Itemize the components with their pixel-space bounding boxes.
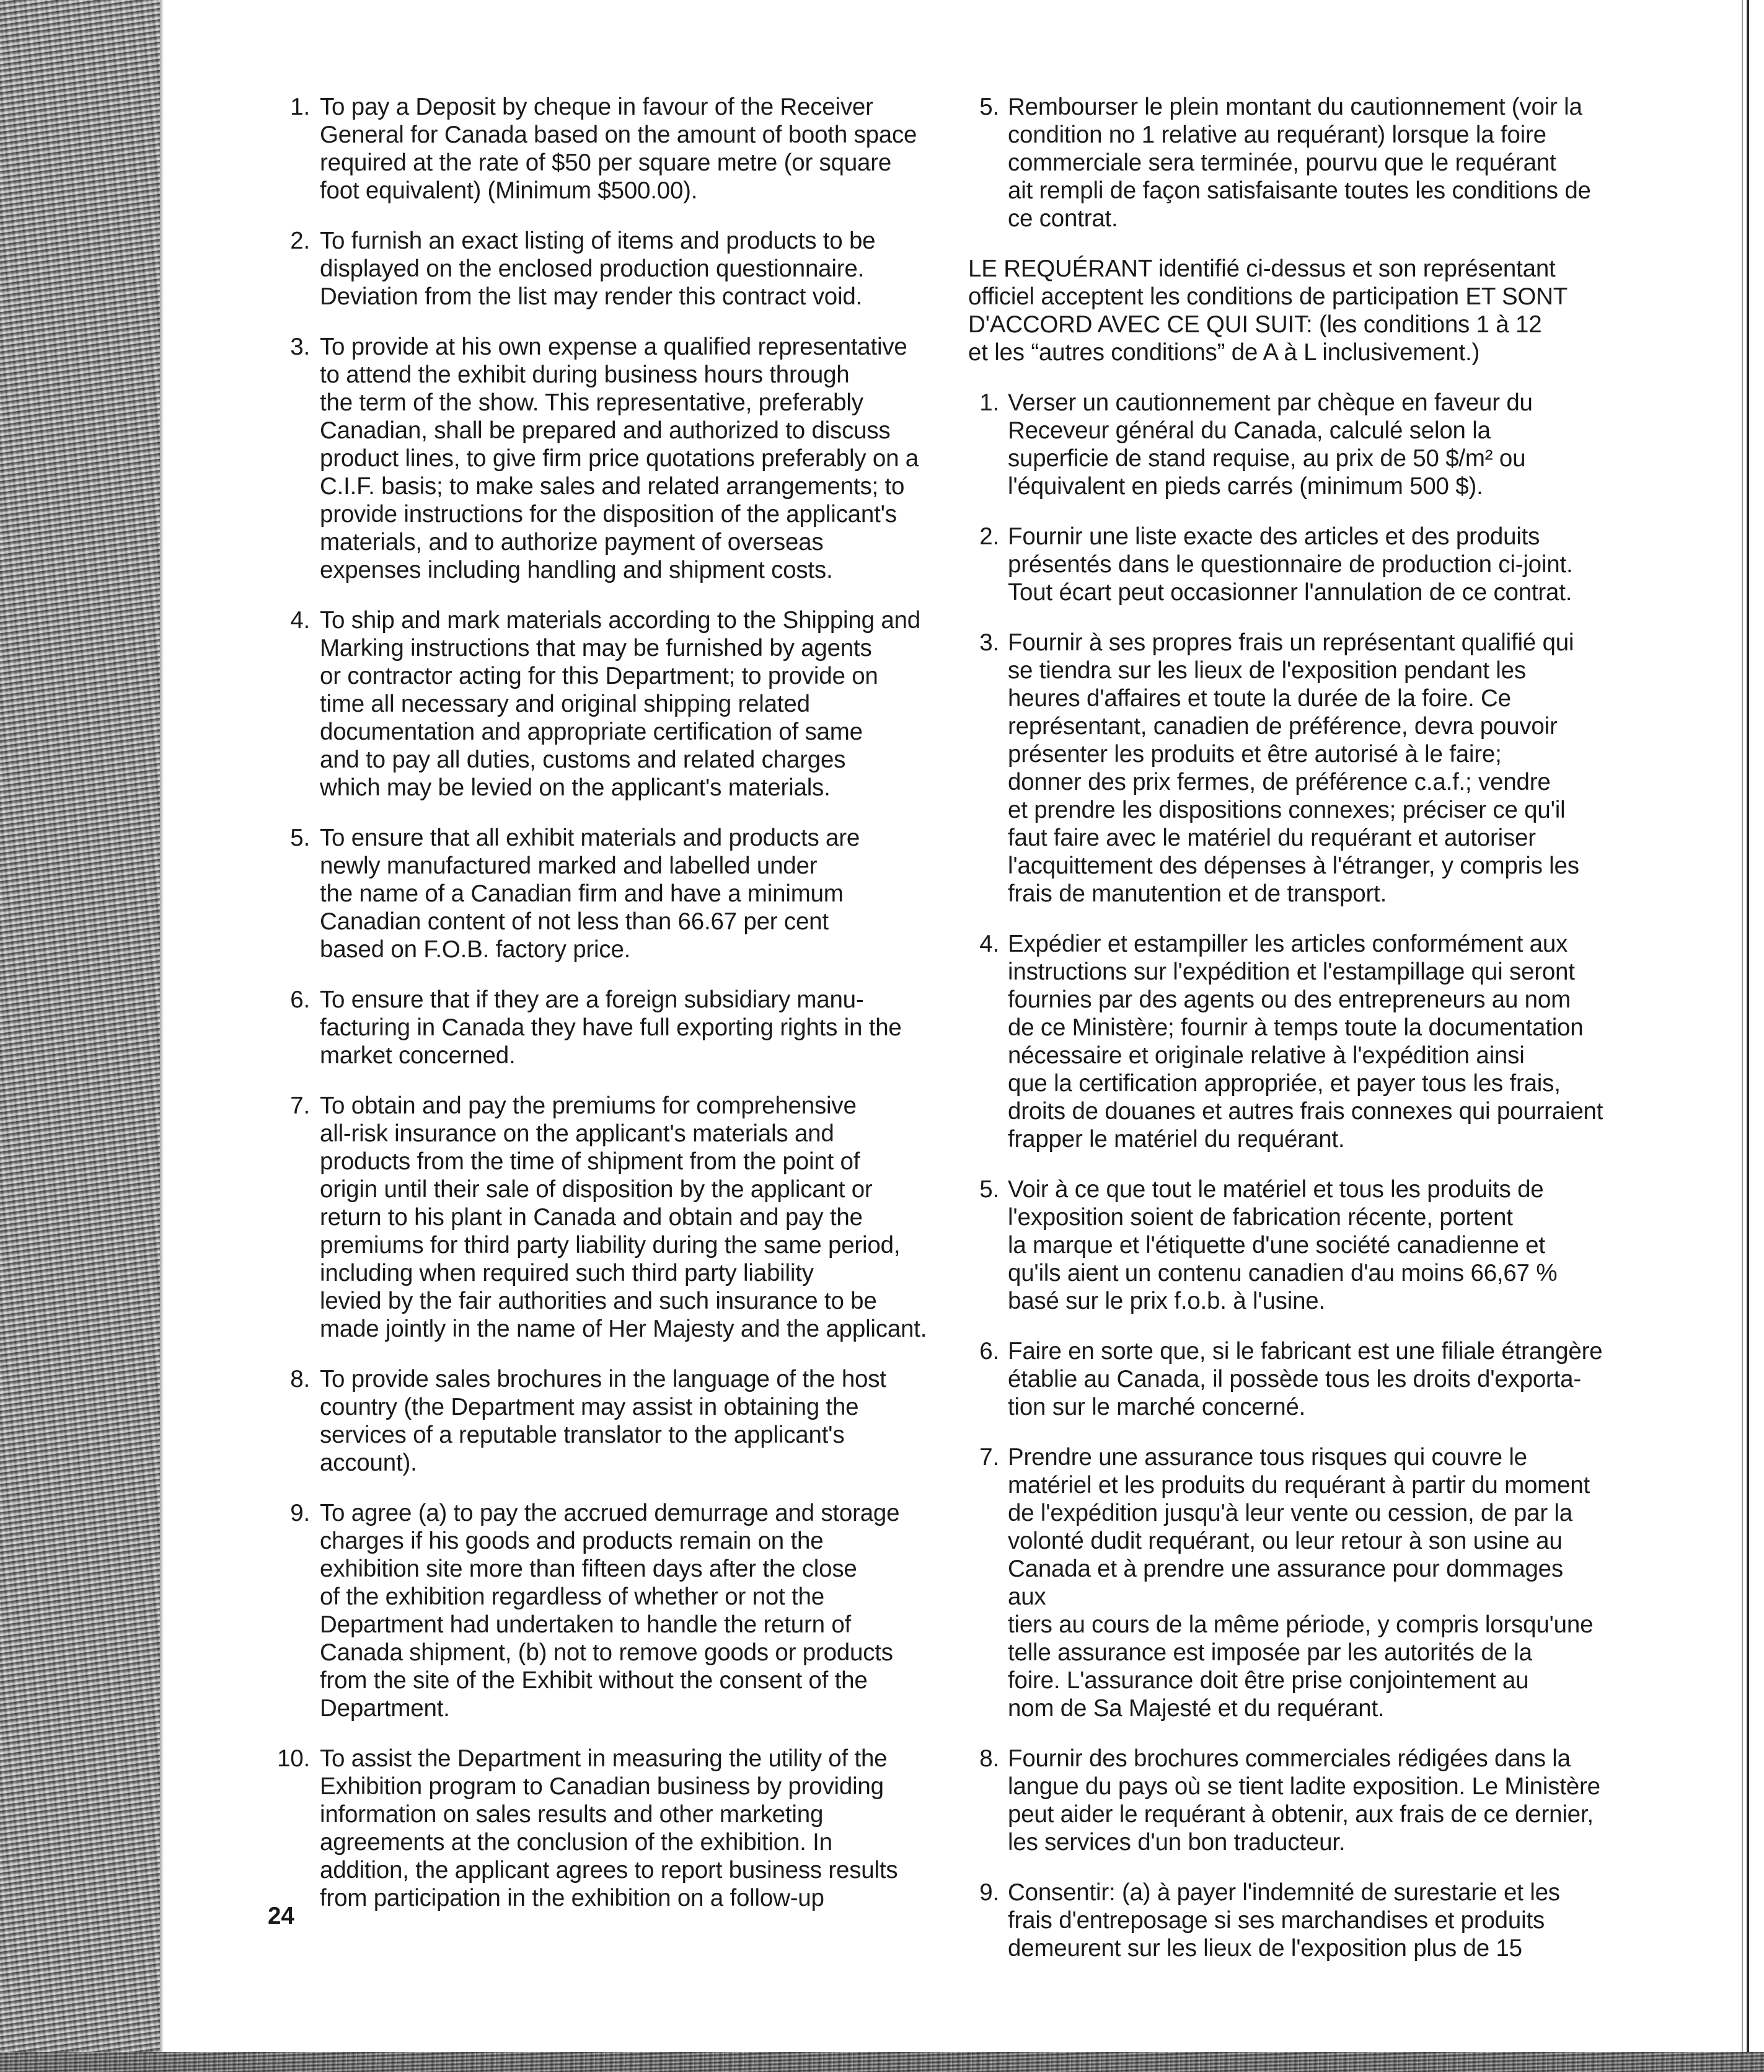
- condition-item: [968, 1175, 1607, 1315]
- item-number: 6.: [979, 1338, 999, 1365]
- condition-item: [968, 1879, 1607, 1962]
- french-intro-paragraph: LE REQUÉRANT identifié ci-dessus et son représentant officiel acceptent les conditions de participation ET SONT D'ACCORD AVEC CE QUI SUIT: (les conditions 1 à 12 et les “autres conditions” de A à L inclusivement.): [968, 255, 1568, 366]
- condition-item: [968, 523, 1607, 606]
- item-number: 2.: [979, 523, 999, 550]
- item-number: 7.: [979, 1444, 999, 1471]
- item-number: 7.: [290, 1092, 310, 1119]
- french-conditions-column: [968, 93, 1607, 1985]
- condition-item: [268, 93, 931, 205]
- condition-item: [268, 606, 931, 802]
- item-text: To provide sales brochures in the language of the host country (the Department may assist in obtaining the services of a reputable translator to the applicant's account).: [320, 1366, 886, 1476]
- item-text: To furnish an exact listing of items and products to be displayed on the enclosed production questionnaire. Deviation from the list may render this contract void.: [320, 228, 876, 310]
- item-number: 4.: [979, 931, 999, 957]
- item-number: 1.: [979, 389, 999, 416]
- condition-item: [968, 1745, 1607, 1856]
- item-number: 3.: [979, 629, 999, 656]
- condition-item: [268, 333, 931, 584]
- item-text: Consentir: (a) à payer l'indemnité de surestarie et les frais d'entreposage si ses marchandises et produits demeurent sur les lieux de l'exposition plus de 15: [1008, 1879, 1560, 1962]
- item-number: 1.: [290, 94, 310, 120]
- item-text: To ensure that all exhibit materials and products are newly manufactured marked and labelled under the name of a Canadian firm and have a minimum Canadian content of not less than 66.67 per cent based on F.O.B. factory price.: [320, 825, 860, 963]
- item-number: 9.: [979, 1879, 999, 1906]
- condition-item: [268, 824, 931, 963]
- condition-item: [268, 227, 931, 311]
- condition-item: [268, 1092, 931, 1343]
- page-number: 24: [268, 1903, 294, 1929]
- item-number: 2.: [290, 228, 310, 254]
- item-text: Verser un cautionnement par chèque en faveur du Receveur général du Canada, calculé selon la superficie de stand requise, au prix de 50 $/m² ou l'équivalent en pieds carrés (minimum 500 $).: [1008, 389, 1533, 500]
- item-text: To agree (a) to pay the accrued demurrage and storage charges if his goods and products remain on the exhibition site more than fifteen days after the close of the exhibition regardless of whether or not the Department had undertaken to handle the return of Canada shipment, (b) not to remove goods or products from the site of the Exhibit without the consent of the Department.: [320, 1500, 900, 1722]
- condition-item: [268, 1499, 931, 1722]
- condition-item: [968, 389, 1607, 500]
- condition-item: [268, 1745, 931, 1912]
- item-text: Expédier et estampiller les articles conformément aux instructions sur l'expédition et l'estampillage qui seront fournies par des agents ou des entrepreneurs au nom de ce Ministère; fournir à temps toute la documentation nécessaire et originale relative à l'expédition ainsi que la certification appropriée, et payer tous les frais, droits de douanes et autres frais connexes qui pourraient frapper le matériel du requérant.: [1008, 931, 1603, 1153]
- item-text: To ensure that if they are a foreign subsidiary manu- facturing in Canada they have full exporting rights in the market concerned.: [320, 986, 902, 1069]
- scanned-page-edge-bottom: [0, 2052, 1764, 2072]
- item-text: To provide at his own expense a qualified representative to attend the exhibit during business hours through the term of the show. This representative, preferably Canadian, shall be prepared and authorized to discuss product lines, to give firm price quotations preferably on a C.I.F. basis; to make sales and related arrangements; to provide instructions for the disposition of the applicant's materials, and to authorize payment of overseas expenses including handling and shipment costs.: [320, 334, 919, 583]
- item-number: 5.: [290, 825, 310, 851]
- item-number: 5.: [979, 1176, 999, 1203]
- condition-item: [968, 629, 1607, 908]
- scanned-page-edge-right-faint: [1742, 0, 1743, 2052]
- item-number: 8.: [290, 1366, 310, 1392]
- condition-item: [968, 1337, 1607, 1421]
- item-text: Prendre une assurance tous risques qui couvre le matériel et les produits du requérant à partir du moment de l'expédition jusqu'à leur vente ou cession, de par la volonté dudit requérant, ou leur retour à son usine au Canada et à prendre une assurance pour dommages aux tiers au cours de la même période, y compris lorsqu'une telle assurance est imposée par les autorités de la foire. L'assurance doit être prise conjointement au nom de Sa Majesté et du requérant.: [1008, 1444, 1594, 1722]
- item-text: Voir à ce que tout le matériel et tous les produits de l'exposition soient de fabrication récente, portent la marque et l'étiquette d'une société canadienne et qu'ils aient un contenu canadien d'au moins 66,67 % basé sur le prix f.o.b. à l'usine.: [1008, 1176, 1558, 1314]
- item-text: Fournir des brochures commerciales rédigées dans la langue du pays où se tient ladite exposition. Le Ministère peut aider le requérant à obtenir, aux frais de ce dernier, les services d'un bon traducteur.: [1008, 1745, 1600, 1856]
- item-text: Faire en sorte que, si le fabricant est une filiale étrangère établie au Canada, il possède tous les droits d'exporta- tion sur le marché concerné.: [1008, 1338, 1603, 1420]
- item-number: 10.: [277, 1745, 310, 1772]
- item-number: 4.: [290, 607, 310, 634]
- condition-item: [968, 930, 1607, 1153]
- item-text: To pay a Deposit by cheque in favour of the Receiver General for Canada based on the amount of booth space required at the rate of $50 per square metre (or square foot equivalent) (Minimum $500.00).: [320, 94, 917, 204]
- item-number: 3.: [290, 334, 310, 360]
- scanned-page-edge-right: [1747, 0, 1749, 2052]
- item-text: Fournir une liste exacte des articles et des produits présentés dans le questionnaire de production ci-joint. Tout écart peut occasionner l'annulation de ce contrat.: [1008, 523, 1573, 606]
- item-text: Fournir à ses propres frais un représentant qualifié qui se tiendra sur les lieux de l'exposition pendant les heures d'affaires et toute la durée de la foire. Ce représentant, canadien de préférence, devra pouvoir présenter les produits et être autorisé à le faire; donner des prix fermes, de préférence c.a.f.; vendre et prendre les dispositions connexes; préciser ce qu'il faut faire avec le matériel du requérant et autoriser l'acquittement des dépenses à l'étranger, y compris les frais de manutention et de transport.: [1008, 629, 1579, 907]
- item-text: To ship and mark materials according to the Shipping and Marking instructions that may be furnished by agents or contractor acting for this Department; to provide on time all necessary and original shipping related documentation and appropriate certification of same and to pay all duties, customs and related charges which may be levied on the applicant's materials.: [320, 607, 920, 801]
- condition-item: [968, 1443, 1607, 1722]
- english-conditions-column: [268, 93, 931, 1934]
- item-number: 9.: [290, 1500, 310, 1526]
- condition-item: [968, 93, 1607, 232]
- scanned-page-edge-left: [0, 0, 160, 2072]
- item-number: 6.: [290, 986, 310, 1013]
- item-number: 5.: [979, 94, 999, 120]
- condition-item: [268, 1365, 931, 1477]
- item-number: 8.: [979, 1745, 999, 1772]
- item-text: Rembourser le plein montant du cautionnement (voir la condition no 1 relative au requérant) lorsque la foire commerciale sera terminée, pourvu que le requérant ait rempli de façon satisfaisante toutes les conditions de ce contrat.: [1008, 94, 1591, 232]
- condition-item: [268, 986, 931, 1069]
- item-text: To obtain and pay the premiums for comprehensive all-risk insurance on the applicant's materials and products from the time of shipment from the point of origin until their sale of disposition by the applicant or return to his plant in Canada and obtain and pay the premiums for third party liability during the same period, including when required such third party liability levied by the fair authorities and such insurance to be made jointly in the name of Her Majesty and the applicant.: [320, 1092, 927, 1342]
- item-text: To assist the Department in measuring the utility of the Exhibition program to Canadian business by providing information on sales results and other marketing agreements at the conclusion of the exhibition. In addition, the applicant agrees to report business results from participation in the exhibition on a follow-up: [320, 1745, 898, 1911]
